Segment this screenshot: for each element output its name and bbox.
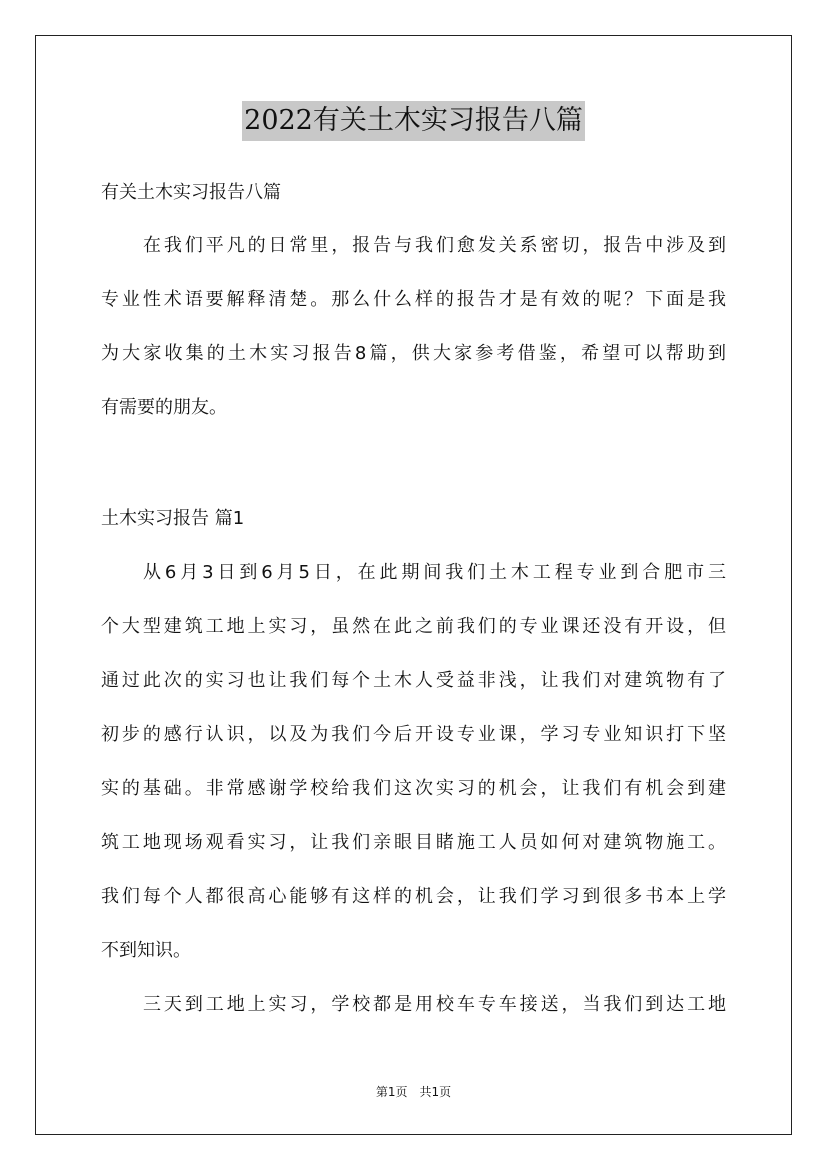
paragraph-line: 实的基础。非常感谢学校给我们这次实习的机会，让我们有机会到建 <box>101 778 726 799</box>
paragraph-line: 初步的感行认识，以及为我们今后开设专业课，学习专业知识打下坚 <box>101 724 726 745</box>
intro-line: 在我们平凡的日常里，报告与我们愈发关系密切，报告中涉及到 <box>143 235 726 256</box>
intro-line: 专业性术语要解释清楚。那么什么样的报告才是有效的呢？下面是我 <box>101 289 726 310</box>
intro-line: 为大家收集的土木实习报告8篇，供大家参考借鉴，希望可以帮助到 <box>101 343 726 364</box>
paragraph-line: 不到知识。 <box>101 940 191 961</box>
section-heading: 土木实习报告 篇1 <box>101 508 245 529</box>
page-footer: 第1页 共1页 <box>375 1085 452 1099</box>
paragraph-line: 个大型建筑工地上实习，虽然在此之前我们的专业课还没有开设，但 <box>101 616 726 637</box>
paragraph-line: 从6月3日到6月5日，在此期间我们土木工程专业到合肥市三 <box>143 562 726 583</box>
paragraph-line: 我们每个人都很高心能够有这样的机会，让我们学习到很多书本上学 <box>101 886 726 907</box>
document-subtitle: 有关土木实习报告八篇 <box>101 182 281 203</box>
paragraph-line: 三天到工地上实习，学校都是用校车专车接送，当我们到达工地 <box>143 994 726 1015</box>
paragraph-line: 通过此次的实习也让我们每个土木人受益非浅，让我们对建筑物有了 <box>101 670 726 691</box>
title-wrap <box>0 101 827 141</box>
document-title: 2022有关土木实习报告八篇 <box>242 101 585 141</box>
intro-line: 有需要的朋友。 <box>101 397 227 418</box>
paragraph-line: 筑工地现场观看实习，让我们亲眼目睹施工人员如何对建筑物施工。 <box>101 832 726 853</box>
